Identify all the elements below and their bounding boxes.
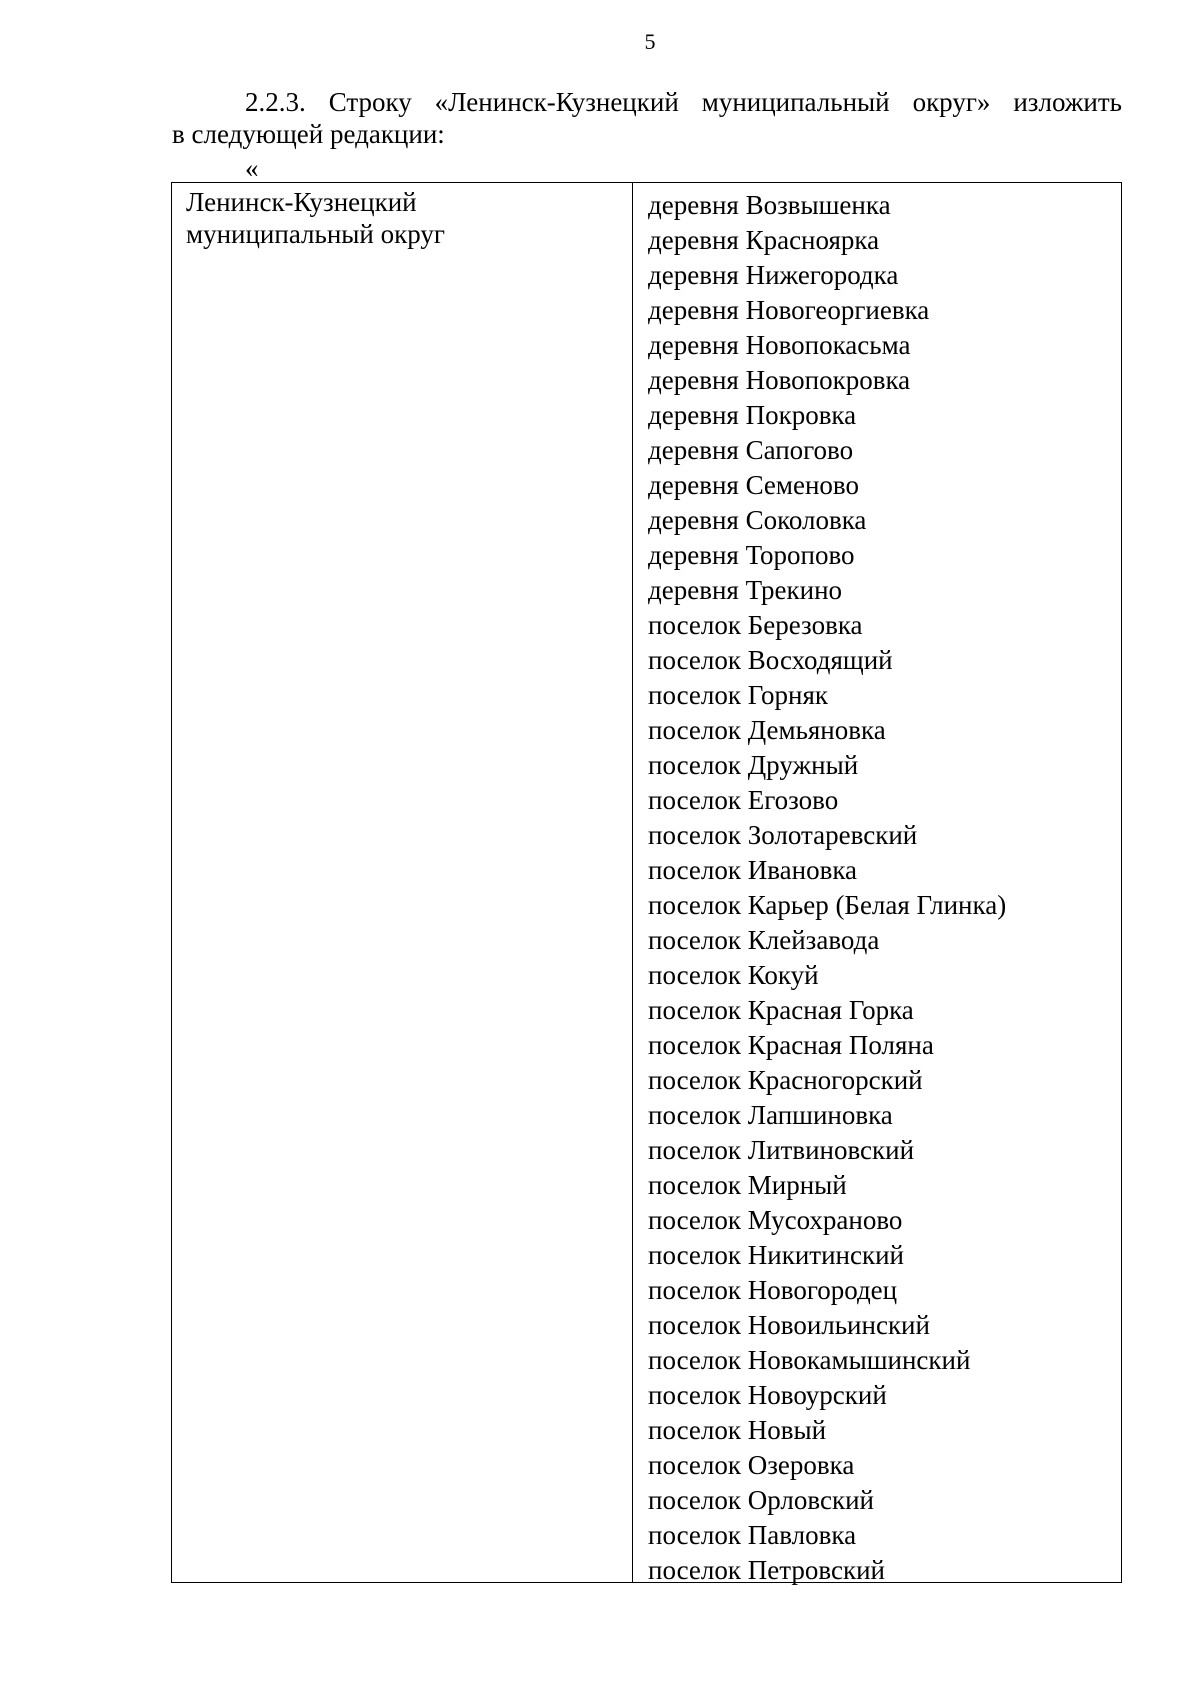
- settlement-item: поселок Орловский: [648, 1485, 874, 1515]
- settlement-item: поселок Демьяновка: [648, 715, 886, 745]
- settlement-item: деревня Покровка: [648, 400, 857, 430]
- settlement-item: поселок Березовка: [648, 610, 863, 640]
- column-divider: [632, 183, 633, 1582]
- settlement-item: поселок Мирный: [648, 1170, 847, 1200]
- settlement-item: деревня Трекино: [648, 575, 843, 605]
- settlement-item: поселок Красная Поляна: [648, 1030, 934, 1060]
- municipality-cell: [186, 186, 626, 250]
- settlement-item: поселок Карьер (Белая Глинка): [648, 890, 1007, 920]
- settlement-list: [648, 188, 1118, 1588]
- paragraph-line-2: в следующей редакции:: [172, 119, 445, 149]
- settlement-item: поселок Литвиновский: [648, 1135, 915, 1165]
- settlement-item: поселок Кокуй: [648, 960, 819, 990]
- settlement-item: деревня Семеново: [648, 470, 859, 500]
- settlement-item: поселок Озеровка: [648, 1450, 855, 1480]
- settlement-item: поселок Новый: [648, 1415, 827, 1445]
- settlement-item: деревня Новогеоргиевка: [648, 295, 930, 325]
- settlement-item: поселок Лапшиновка: [648, 1100, 893, 1130]
- municipality-name-line-1: Ленинск-Кузнецкий: [186, 187, 417, 217]
- settlement-item: поселок Новоильинский: [648, 1310, 930, 1340]
- settlement-item: деревня Торопово: [648, 540, 855, 570]
- settlement-item: деревня Нижегородка: [648, 260, 899, 290]
- settlement-item: деревня Новопокасьма: [648, 330, 911, 360]
- settlement-item: деревня Возвышенка: [648, 190, 891, 220]
- settlement-item: поселок Новоурский: [648, 1380, 887, 1410]
- settlement-item: поселок Красная Горка: [648, 995, 914, 1025]
- settlement-item: поселок Новокамышинский: [648, 1345, 971, 1375]
- settlement-item: поселок Золотаревский: [648, 820, 918, 850]
- settlement-item: поселок Восходящий: [648, 645, 893, 675]
- settlement-item: поселок Ивановка: [648, 855, 858, 885]
- settlement-item: поселок Красногорский: [648, 1065, 923, 1095]
- settlement-item: поселок Петровский: [648, 1555, 885, 1585]
- settlement-item: поселок Павловка: [648, 1520, 857, 1550]
- municipality-name-line-2: муниципальный округ: [186, 219, 445, 249]
- settlement-item: деревня Соколовка: [648, 505, 867, 535]
- settlement-item: деревня Сапогово: [648, 435, 854, 465]
- paragraph-line-1: 2.2.3. Строку «Ленинск-Кузнецкий муниципальный округ» изложить: [245, 87, 1122, 117]
- settlement-item: поселок Клейзавода: [648, 925, 880, 955]
- settlement-item: поселок Новогородец: [648, 1275, 898, 1305]
- settlements-table: [171, 182, 1122, 1583]
- settlement-item: поселок Горняк: [648, 680, 828, 710]
- settlement-item: поселок Дружный: [648, 750, 859, 780]
- settlement-item: поселок Егозово: [648, 785, 839, 815]
- settlement-item: деревня Новопокровка: [648, 365, 911, 395]
- settlement-item: поселок Мусохраново: [648, 1205, 903, 1235]
- page-number: 5: [644, 29, 656, 54]
- settlement-item: деревня Красноярка: [648, 225, 880, 255]
- opening-quote-mark: «: [245, 153, 259, 183]
- settlement-item: поселок Никитинский: [648, 1240, 904, 1270]
